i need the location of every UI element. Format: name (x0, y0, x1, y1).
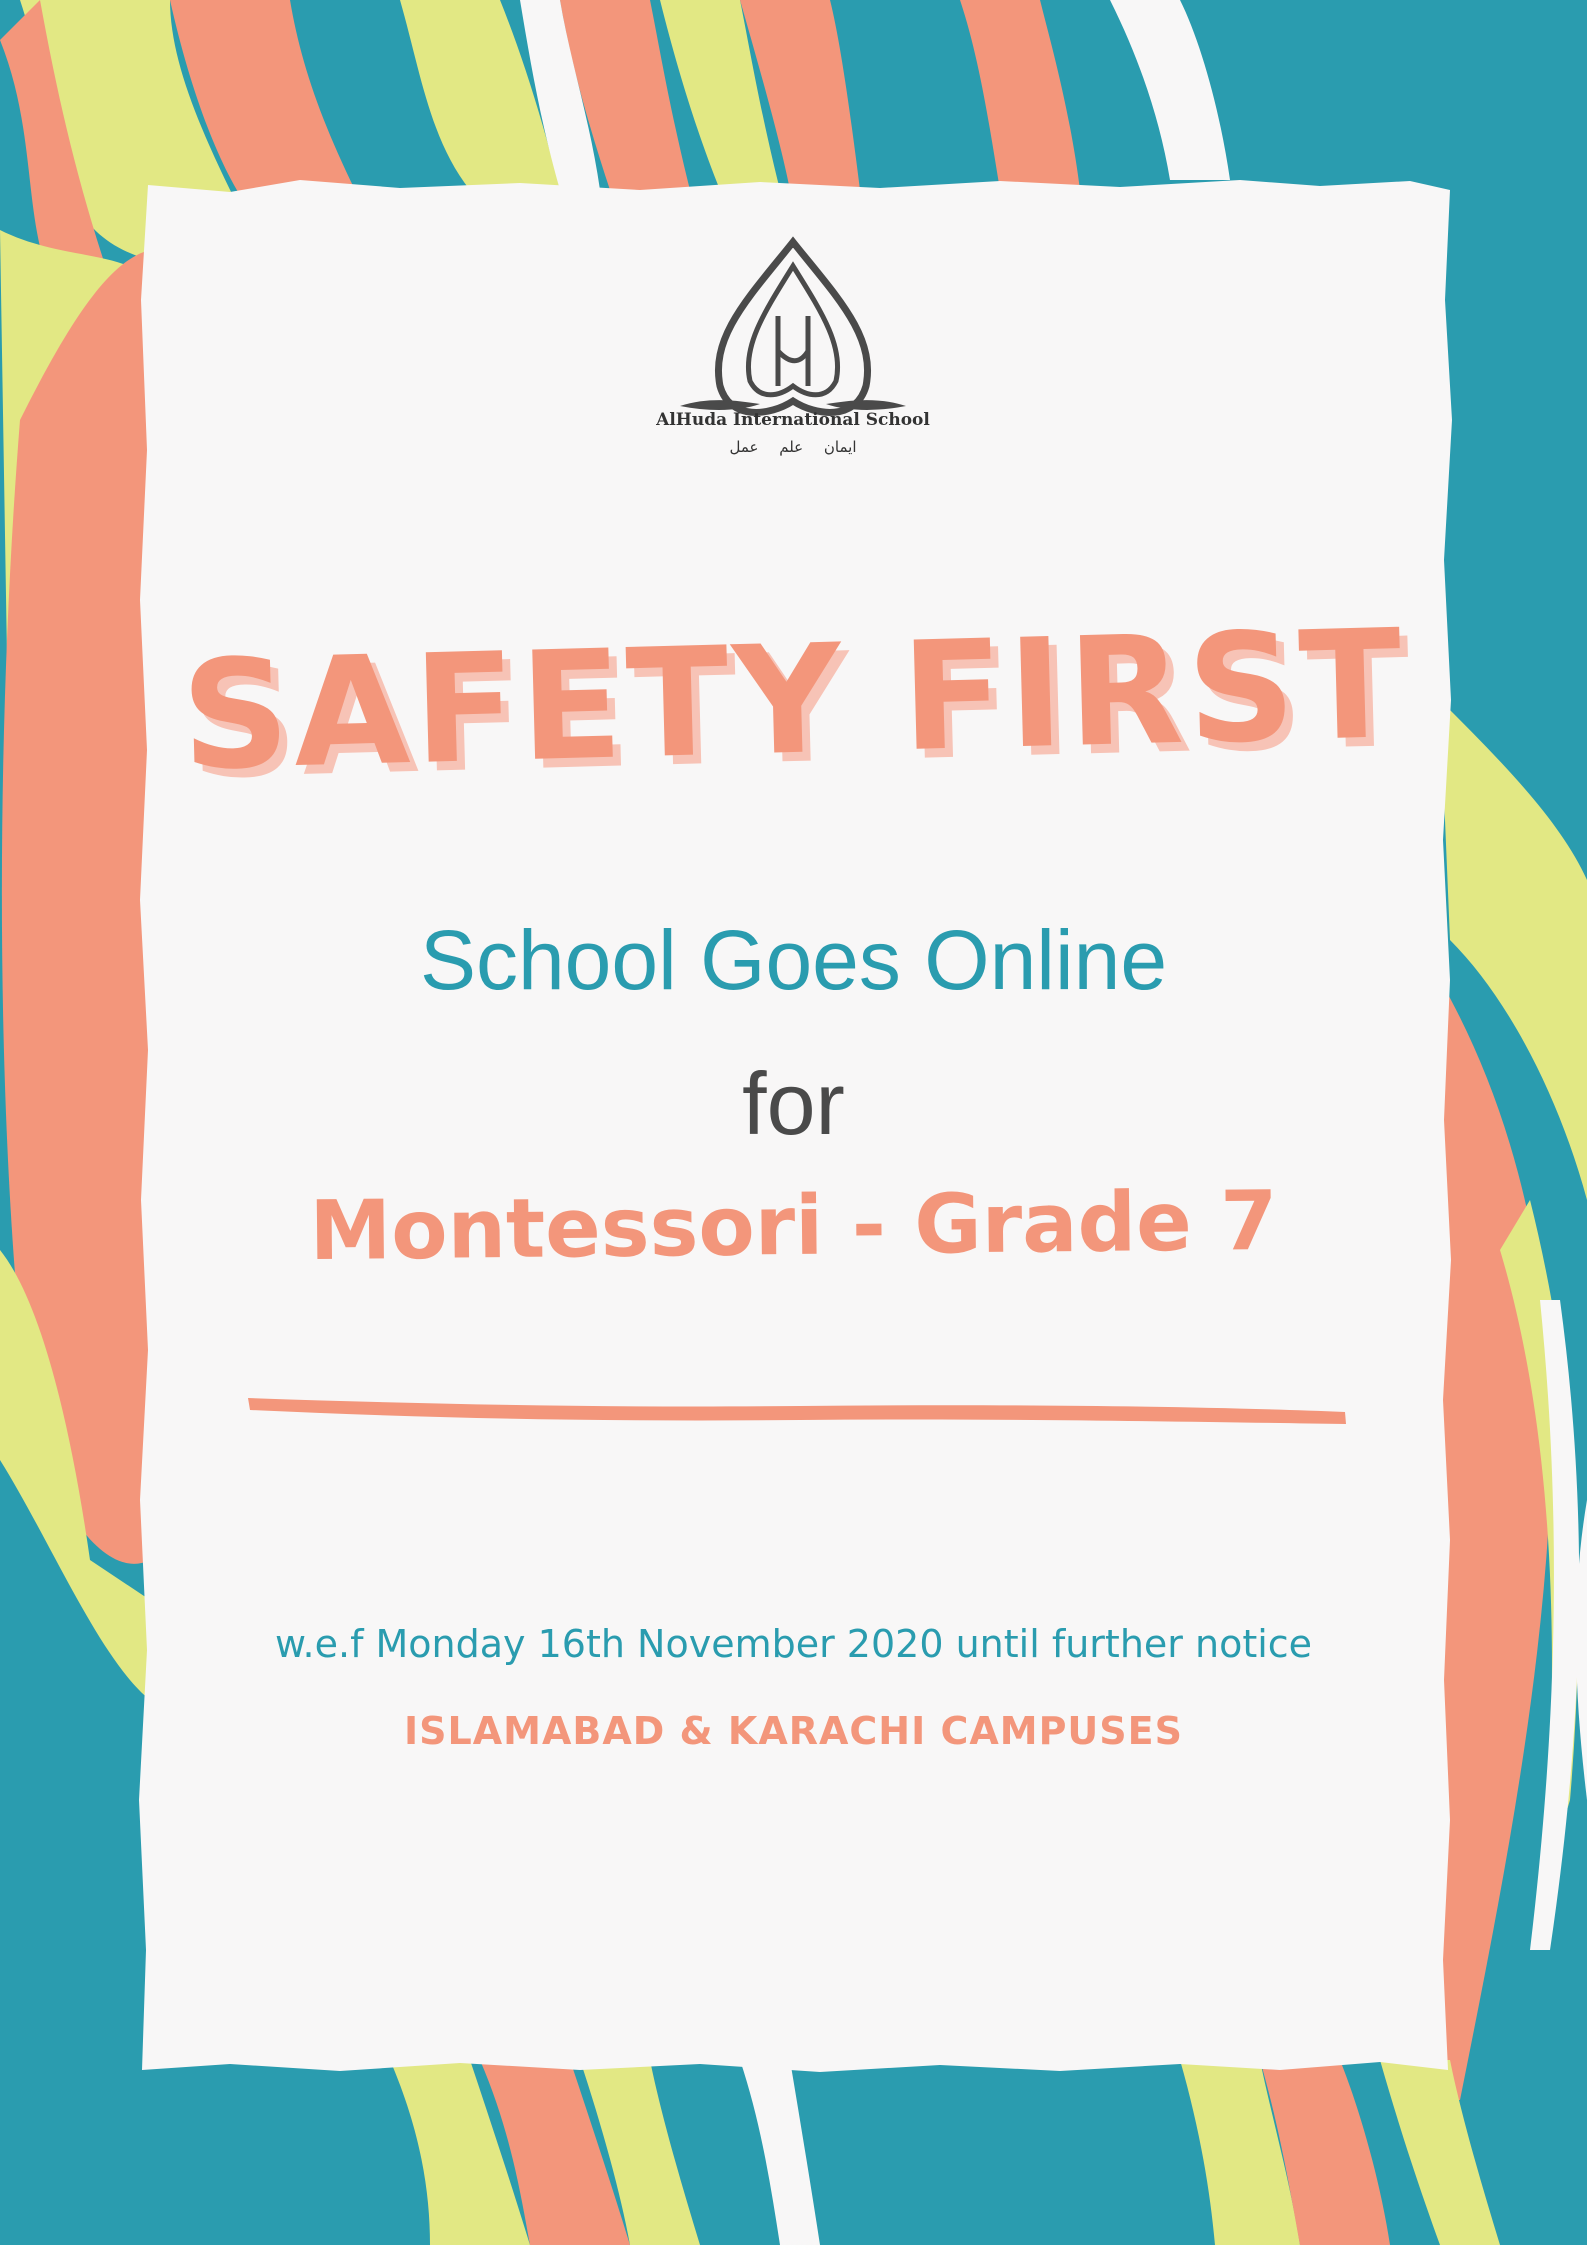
school-logo-icon (680, 236, 906, 466)
school-name: AlHuda International School (656, 410, 930, 430)
effective-date: w.e.f Monday 16th November 2020 until further notice (274, 1622, 1313, 1666)
campuses-label: ISLAMABAD & KARACHI CAMPUSES (404, 1709, 1183, 1753)
connector-word: for (742, 1054, 845, 1153)
school-motto: ایمان علم عمل (729, 438, 857, 456)
subheading: School Goes Online (419, 913, 1168, 1007)
headline: SAFETY FIRST (179, 598, 1408, 804)
audience-label: Montessori - Grade 7 (309, 1173, 1278, 1280)
